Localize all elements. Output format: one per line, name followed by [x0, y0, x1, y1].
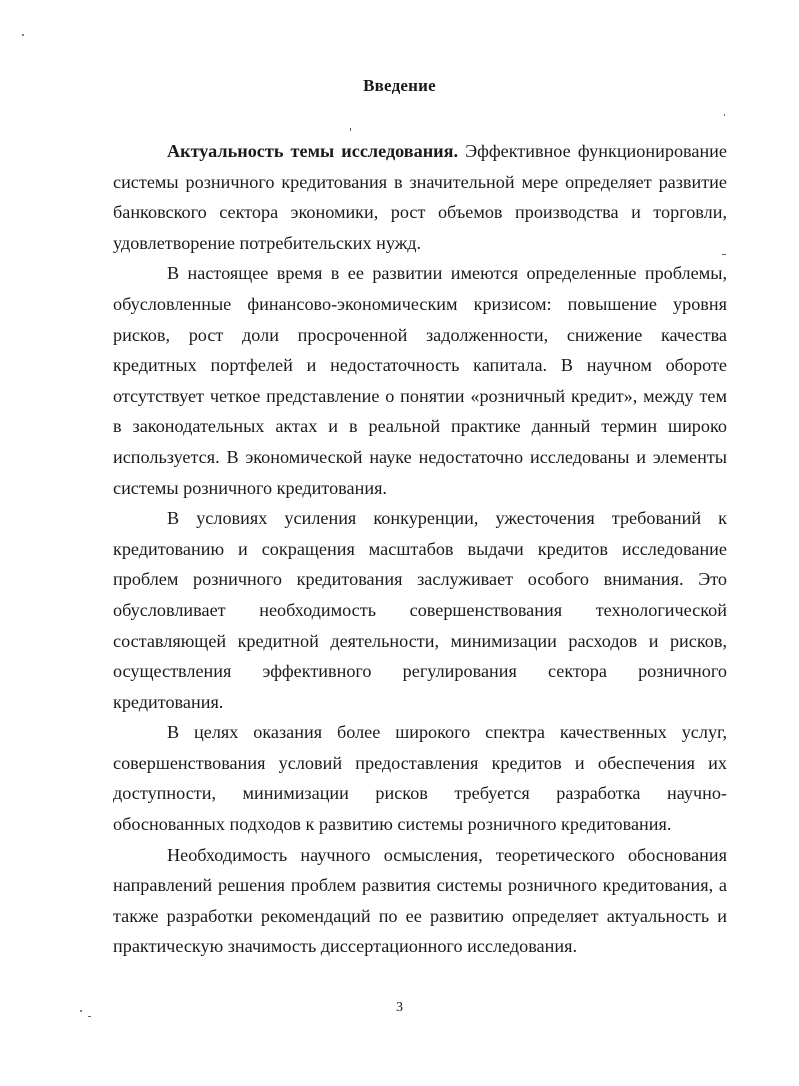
scan-speck: [724, 114, 725, 116]
body-text: [113, 136, 727, 962]
paragraph-competition: [113, 503, 727, 717]
scan-speck: [88, 1016, 91, 1017]
paragraph-lead: Актуальность темы исследования.: [167, 141, 459, 161]
scan-speck: [722, 254, 726, 255]
page-title: Введение: [363, 76, 436, 95]
paragraph-relevance: [113, 136, 727, 258]
scan-speck: [22, 34, 24, 36]
paragraph-services: [113, 717, 727, 839]
paragraph-text: Необходимость научного осмысления, теоретического обоснования направлений решения проблем развития системы розничного кредитования, а также разработки рекомендаций по ее развитию определяет актуальность и практическую значимость диссертационного исследования.: [113, 844, 727, 957]
scan-speck: [350, 128, 351, 131]
paragraph-text: В условиях усиления конкуренции, ужесточения требований к кредитованию и сокращения масштабов выдачи кредитов исследование проблем розничного кредитования заслуживает особого внимания. Это обусловливает необходимость совершенствования технологической составляющей кредитной деятельности, минимизации расходов и рисков, осуществления эффективного регулирования сектора розничного кредитования.: [113, 508, 727, 712]
paragraph-text: Эффективное функционирование системы розничного кредитования в значительной мере определяет развитие банковского сектора экономики, рост объемов производства и торговли, удовлетворение потребительских нужд.: [113, 141, 727, 253]
paragraph-text: В целях оказания более широкого спектра качественных услуг, совершенствования условий предоставления кредитов и обеспечения их доступности, минимизации рисков требуется разработка научно-обоснованных подходов к развитию системы розничного кредитования.: [113, 722, 727, 835]
paragraph-significance: [113, 840, 727, 962]
page-number: 3: [396, 1000, 403, 1015]
paragraph-text: В настоящее время в ее развитии имеются определенные проблемы, обусловленные финансово-экономическим кризисом: повышение уровня рисков, рост доли просроченной задолженности, снижение качества кредитных портфелей и недостаточность капитала. В научном обороте отсутствует четкое представление о понятии «розничный кредит», между тем в законодательных актах и в реальной практике данный термин широко используется. В экономической науке недостаточно исследованы и элементы системы розничного кредитования.: [113, 263, 727, 498]
paragraph-problems: [113, 258, 727, 503]
scan-speck: [80, 1010, 82, 1012]
